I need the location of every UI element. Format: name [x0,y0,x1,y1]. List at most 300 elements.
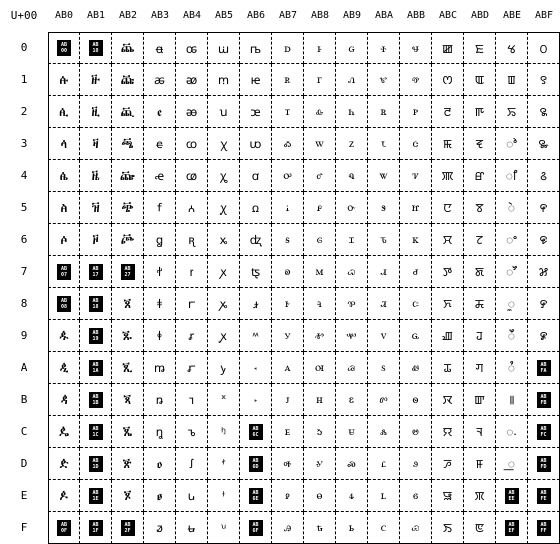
glyph-cell [528,160,560,192]
glyph: ꯶ [539,233,548,247]
glyph-cell [400,64,432,96]
row-header: E [20,489,28,502]
glyph: ꯴ [540,169,547,183]
codepoint-box: AB 2F [121,520,135,536]
glyph-cell [432,192,464,224]
codepoint-box: AB FD [537,456,551,472]
glyph: ꮖ [349,232,354,246]
codepoint-box: AB FF [537,520,551,536]
glyph-cell [304,192,336,224]
glyph: ꮷ [412,264,419,278]
glyph-cell [208,288,240,320]
glyph-cell [272,128,304,160]
glyph-cell [464,256,496,288]
glyph: ꯧ [506,265,517,279]
glyph-cell [336,128,368,160]
column-header: AB1 [86,10,106,21]
glyph: ꯎ [442,489,453,503]
glyph-cell [528,320,560,352]
glyph: ꬦ [120,232,135,247]
glyph: ꬪ [122,360,133,375]
glyph-cell [176,224,208,256]
unassigned-codepoint-box [80,256,112,288]
glyph: ꮈ [317,296,322,310]
glyph-cell [336,256,368,288]
glyph-cell [432,480,464,512]
glyph-cell [240,32,272,64]
glyph: ꮛ [349,392,354,406]
glyph-cell [208,384,240,416]
glyph-cell [144,32,176,64]
glyph-cell [368,128,400,160]
glyph-cell [496,384,528,416]
glyph: ꯊ [443,361,452,375]
codepoint-box: AB 1C [89,424,103,440]
glyph: ꯢ [507,105,516,119]
glyph: ꭅ [187,201,196,215]
glyph-cell [368,192,400,224]
glyph: ꮎ [316,488,323,502]
glyph: ꮉ [315,328,324,342]
unassigned-codepoint-box [240,416,272,448]
glyph-cell [368,160,400,192]
glyph-cell [336,320,368,352]
glyph: ꮵ [411,200,420,214]
glyph-cell [240,288,272,320]
glyph: ꭁ [185,73,198,87]
glyph: ꮘ [347,296,356,310]
row-header: 1 [20,73,28,86]
glyph-cell [240,96,272,128]
glyph: ꮔ [348,168,355,182]
glyph: ꯈ [443,297,452,311]
glyph-cell [240,320,272,352]
glyph-cell [112,160,144,192]
glyph: ꭱ [284,72,291,86]
glyph-cell [336,512,368,544]
glyph-cell [400,128,432,160]
glyph-cell [48,352,80,384]
glyph: ꮠ [380,40,387,55]
glyph-cell [272,416,304,448]
glyph-cell [144,512,176,544]
glyph-cell [112,224,144,256]
glyph-cell [240,128,272,160]
glyph-cell [496,160,528,192]
glyph: ꮻ [412,392,419,406]
glyph: ꮽ [412,456,419,470]
glyph: ꯗ [474,265,485,279]
glyph: ꭣ [249,137,262,151]
glyph-cell [176,192,208,224]
glyph: ꮇ [315,264,324,278]
glyph-cell [48,416,80,448]
glyph-cell [464,448,496,480]
unassigned-codepoint-box [240,512,272,544]
glyph-cell [400,160,432,192]
unassigned-codepoint-box [48,288,80,320]
glyph: ꭓ [220,137,227,151]
glyph: ꬴ [154,169,165,183]
glyph-cell [336,288,368,320]
glyph: ꭜ [221,425,226,439]
glyph: ꮀ [317,40,322,55]
glyph: ꬥ [121,200,134,215]
glyph: ꬡ [120,72,135,87]
glyph-cell [112,416,144,448]
column-header: AB3 [150,10,170,21]
glyph: ꭉ [188,329,195,343]
glyph-cell [272,320,304,352]
glyph-cell [400,416,432,448]
glyph-cell [432,384,464,416]
glyph: ꮹ [411,328,420,342]
glyph: ꭆ [188,233,195,247]
glyph-cell [112,384,144,416]
glyph-cell [496,352,528,384]
glyph: ꮚ [347,360,356,374]
glyph-cell [432,96,464,128]
glyph: ꯌ [442,425,453,439]
corner-label: U+00 [10,9,38,22]
glyph: ꮣ [381,136,386,150]
glyph: ꮤ [379,168,388,182]
glyph: ꬺ [153,361,166,375]
glyph: ꯪ [507,361,516,375]
glyph-cell [464,480,496,512]
codepoint-box: AB FC [537,424,551,440]
glyph-cell [304,480,336,512]
glyph: ꯩ [507,329,516,343]
glyph: ꯁ [442,73,453,87]
glyph: ꬤ [119,168,136,183]
glyph-cell [208,224,240,256]
codepoint-box: AB 27 [121,264,135,280]
glyph-cell [464,416,496,448]
glyph: ꯀ [441,41,454,56]
glyph-cell [208,352,240,384]
glyph: ꭎ [187,489,196,503]
glyph: ꭈ [187,297,196,311]
glyph: ꭐ [217,41,230,56]
row-header: 8 [20,297,28,310]
glyph: ꬖ [92,232,99,247]
glyph: ꭚ [220,361,227,375]
glyph: ꮶ [412,232,419,246]
glyph-cell [240,352,272,384]
glyph-cell [176,480,208,512]
glyph-cell [208,32,240,64]
glyph-cell [176,256,208,288]
glyph: ꯥ [507,201,516,215]
glyph: ꯓ [475,137,484,151]
glyph-cell [368,224,400,256]
glyph: ꭂ [185,105,198,119]
glyph: ꭿ [283,520,292,534]
glyph-cell [528,192,560,224]
glyph: ꮰ [411,40,419,55]
unassigned-codepoint-box [48,32,80,64]
codepoint-box: AB 1E [89,488,103,504]
codepoint-box: AB 10 [89,40,103,56]
glyph-cell [368,352,400,384]
glyph-cell [272,160,304,192]
glyph-cell [304,224,336,256]
glyph-cell [176,64,208,96]
glyph-cell [400,384,432,416]
glyph: ꬸ [157,297,162,311]
glyph-cell [336,64,368,96]
glyph-cell [240,256,272,288]
unassigned-codepoint-box [80,512,112,544]
glyph: ꯃ [442,137,452,151]
glyph-cell [464,192,496,224]
glyph-cell [400,192,432,224]
glyph: ꬷ [156,265,163,279]
glyph: ꬭ [122,456,133,471]
codepoint-box: AB 18 [89,296,103,312]
glyph-cell [48,224,80,256]
column-header: AB9 [342,10,362,21]
unassigned-codepoint-box [80,320,112,352]
glyph: ꮊ [315,360,324,374]
glyph: ꬫ [123,392,132,407]
codepoint-box: AB EE [505,488,519,504]
glyph-cell [336,448,368,480]
glyph-cell [48,384,80,416]
glyph-cell [304,64,336,96]
glyph-cell [176,160,208,192]
glyph: ꮝ [347,456,356,470]
glyph: ꭇ [189,265,194,279]
column-header: ABB [406,10,426,21]
codepoint-box: AB 07 [57,264,71,280]
glyph: ꬃ [60,136,68,151]
glyph-cell [48,96,80,128]
glyph-cell [304,256,336,288]
column-header: AB6 [246,10,266,21]
glyph: ꮬ [380,424,387,438]
glyph-cell [368,256,400,288]
glyph-cell [144,128,176,160]
glyph: ꮾ [412,488,419,502]
glyph: ꮑ [347,72,356,86]
glyph-cell [336,416,368,448]
glyph-cell [432,64,464,96]
glyph: ꯫ [508,393,515,407]
unassigned-codepoint-box [528,448,560,480]
glyph-cell [272,448,304,480]
glyph: ꮭ [381,456,386,470]
glyph: ꬎ [59,488,69,503]
glyph-cell [176,512,208,544]
glyph-cell [144,256,176,288]
glyph: ꭠ [249,41,262,56]
glyph-cell [240,224,272,256]
glyph-cell [176,320,208,352]
glyph: ꯕ [475,201,484,215]
glyph: ꯜ [476,425,483,439]
glyph: ꭟ [220,521,227,535]
unassigned-codepoint-box [48,512,80,544]
glyph-cell [464,128,496,160]
unassigned-codepoint-box [80,32,112,64]
glyph: ꭥ [251,201,260,215]
glyph: ꬒ [90,104,101,119]
glyph: ꮙ [346,328,357,342]
glyph: ꮃ [315,136,324,150]
unassigned-codepoint-box [496,480,528,512]
glyph-cell [208,256,240,288]
glyph: ꭒ [219,105,228,119]
codepoint-box: AB 19 [89,328,103,344]
glyph-cell [272,32,304,64]
codepoint-box: AB 6D [249,456,263,472]
unassigned-codepoint-box [528,384,560,416]
glyph-cell [144,288,176,320]
glyph: ꭛ [219,393,227,407]
glyph: ꮲ [412,104,419,118]
glyph: ꯲ [539,105,548,119]
codepoint-box: AB 1B [89,392,103,408]
codepoint-box: AB 6C [249,424,263,440]
glyph-cell [176,448,208,480]
glyph-cell [272,256,304,288]
glyph: ꭻ [285,392,290,406]
column-header: ABD [470,10,490,21]
glyph-cell [464,384,496,416]
column-header: AB0 [54,10,74,21]
glyph: ꭵ [285,200,290,214]
glyph-cell [336,160,368,192]
glyph: ꮦ [380,232,387,246]
unassigned-codepoint-box [80,416,112,448]
glyph-cell [464,512,496,544]
unassigned-codepoint-box [528,416,560,448]
glyph: ꮥ [381,200,386,214]
glyph: ꯞ [474,489,485,503]
glyph-cell [48,448,80,480]
glyph-cell [432,512,464,544]
glyph-cell [368,416,400,448]
glyph-cell [304,32,336,64]
glyph: ꬉ [58,328,70,343]
glyph-cell [400,256,432,288]
glyph: ꬔ [91,168,100,183]
glyph-cell [432,448,464,480]
glyph: ꭰ [284,40,291,55]
glyph-cell [368,320,400,352]
glyph-cell [432,416,464,448]
glyph: ꬅ [60,200,68,215]
glyph: ꭗ [220,265,227,279]
glyph-cell [80,96,112,128]
column-header: AB7 [278,10,298,21]
glyph: ꯇ [442,265,453,279]
column-header: ABA [374,10,394,21]
glyph: ꬂ [59,104,69,119]
row-header: B [20,393,28,406]
glyph: ꯸ [539,297,548,311]
glyph: ꯉ [442,329,453,343]
glyph: ꯟ [474,521,485,535]
glyph-cell [368,480,400,512]
column-header: ABF [534,10,554,21]
glyph-cell [144,384,176,416]
glyph: ꯍ [443,457,452,471]
glyph-cell [176,384,208,416]
glyph-cell [464,32,496,64]
glyph: ꯄ [441,169,454,183]
glyph: ꯙ [476,329,483,343]
glyph: ꭖ [219,233,228,247]
glyph-cell [400,288,432,320]
glyph-cell [48,128,80,160]
codepoint-box: AB 17 [89,264,103,280]
codepoint-box: AB 0F [57,520,71,536]
glyph-cell [112,320,144,352]
glyph: ꭃ [185,137,198,151]
glyph: ꭘ [219,297,228,311]
glyph: ꬬ [122,424,133,439]
glyph-cell [528,256,560,288]
glyph: ꭳ [283,136,292,150]
glyph: ꭽ [283,456,292,470]
glyph: ꯝ [475,457,484,471]
unassigned-codepoint-box [80,352,112,384]
glyph: ꬣ [121,136,134,151]
glyph: ꮗ [347,264,356,278]
glyph: ꮡ [380,72,387,86]
glyph: ꬲ [157,105,162,119]
glyph-cell [400,320,432,352]
glyph: ꭶ [285,232,290,246]
glyph-cell [400,512,432,544]
glyph: ꭴ [283,168,292,182]
glyph: ꯅ [443,201,452,215]
glyph-cell [400,448,432,480]
glyph: ꮐ [348,40,355,55]
glyph-cell [208,448,240,480]
glyph: ꯷ [538,265,549,279]
glyph-cell [144,192,176,224]
glyph: ꬑ [90,72,101,87]
glyph: ꬽ [156,457,163,471]
glyph: ꬩ [122,328,133,343]
glyph-cell [432,224,464,256]
glyph: ꬓ [92,136,99,151]
glyph: ꮜ [348,424,355,438]
glyph-cell [272,96,304,128]
glyph: ꮳ [412,136,419,150]
glyph-cell [464,160,496,192]
unassigned-codepoint-box [48,256,80,288]
glyph-cell [304,96,336,128]
glyph: ꮮ [380,488,387,502]
glyph: ꬍ [59,456,69,471]
glyph-cell [176,288,208,320]
glyph: ꬮ [123,488,132,503]
codepoint-box: AB 1F [89,520,103,536]
glyph: ꯨ [507,297,516,311]
glyph: ꯬ [506,425,517,439]
glyph-cell [528,32,560,64]
glyph-cell [272,288,304,320]
glyph-cell [496,224,528,256]
glyph: ꯳ [538,137,549,151]
glyph-cell [208,320,240,352]
glyph: ꭏ [187,521,196,535]
